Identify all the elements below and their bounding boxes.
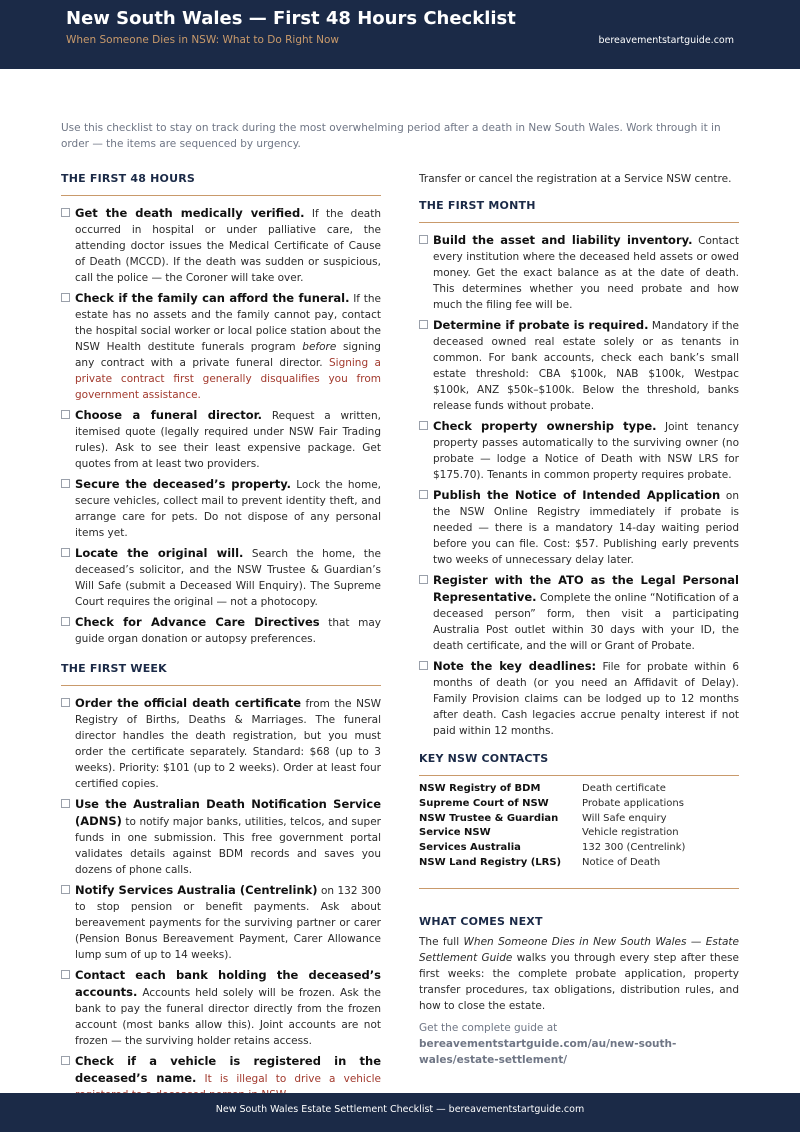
contact-row <box>419 826 739 841</box>
item-text: Request a written, itemised quote (legally required under NSW Fair Trading rules). Ask to see their least expensive package. Get quotes from at least two providers. <box>75 410 382 470</box>
guide-name: When Someone Dies in New South Wales — Estate Settlement Guide <box>419 935 739 964</box>
contact-purpose: Death certificate <box>582 783 666 794</box>
checklist-item[interactable] <box>419 487 739 568</box>
item-text: Accounts held solely will be frozen. Ask the bank to pay the funeral director directly from the frozen account (most banks allow this). Joint accounts are not frozen — the surviving holder retains access. <box>75 987 381 1047</box>
item-lead: Notify Services Australia (Centrelink) <box>75 883 318 897</box>
checkbox[interactable] <box>61 1056 70 1065</box>
next-text-part: walks you through every step after these first weeks: the complete probate application, property transfer procedures, tax obligations, distribution rules, and how to close the estate. <box>419 951 739 1012</box>
page-header <box>0 0 800 69</box>
checkbox[interactable] <box>61 698 70 707</box>
page-title: New South Wales — First 48 Hours Checklist <box>66 8 516 29</box>
contact-purpose: Notice of Death <box>582 856 661 868</box>
section-divider <box>419 222 739 223</box>
item-lead: Publish the Notice of Intended Application <box>433 488 721 502</box>
item-lead: Build the asset and liability inventory. <box>433 233 693 247</box>
checklist-item[interactable] <box>61 290 381 403</box>
contact-name: NSW Registry of BDM <box>419 783 541 794</box>
next-text-part: The full <box>419 935 464 948</box>
contact-row <box>419 856 739 871</box>
item-lead: Note the key deadlines: <box>433 659 597 673</box>
section-title-key-contacts: KEY NSW CONTACTS <box>419 752 549 765</box>
what-comes-next-text <box>419 934 739 1014</box>
item-emphasis: before <box>302 341 337 353</box>
item-text: on 132 300 to stop pension or benefit payments. Ask about bereavement payments for the surviving partner or carer (Pension Bonus Bereavement Payment, Carer Allowance lump sum of up to 14 weeks). <box>75 885 381 961</box>
checklist-item[interactable] <box>61 407 381 472</box>
checkbox[interactable] <box>61 293 70 302</box>
checkbox[interactable] <box>61 548 70 557</box>
page-footer: New South Wales Estate Settlement Checklist — bereavementstartguide.com <box>0 1093 800 1132</box>
checkbox[interactable] <box>61 479 70 488</box>
item-lead: Check if a vehicle is registered in the deceased’s name. <box>75 1054 381 1085</box>
checklist-item[interactable] <box>61 695 381 792</box>
contact-row <box>419 797 739 812</box>
guide-link-lead: Get the complete guide at <box>419 1021 558 1034</box>
item-text: on the NSW Online Registry immediately if probate is needed — there is a mandatory 14-day waiting period before you can file. Cost: $57. Publishing early prevents two weeks of unnecessary delay later. <box>433 490 739 566</box>
section-divider <box>61 685 381 686</box>
checklist-item[interactable] <box>61 796 381 878</box>
checkbox[interactable] <box>61 617 70 626</box>
item-lead: Choose a funeral director. <box>75 408 263 422</box>
contact-name: Services Australia <box>419 842 521 854</box>
checkbox[interactable] <box>419 490 428 499</box>
checkbox[interactable] <box>419 575 428 584</box>
section-title-first-48-hours: THE FIRST 48 HOURS <box>61 172 196 185</box>
checklist-item[interactable] <box>419 658 739 739</box>
contact-row <box>419 782 739 797</box>
checkbox[interactable] <box>419 421 428 430</box>
checkbox[interactable] <box>61 410 70 419</box>
item-lead: Register with the ATO as the Legal Personal Representative. <box>433 573 739 604</box>
contact-name: Service NSW <box>419 827 491 839</box>
contact-purpose: 132 300 (Centrelink) <box>582 842 686 854</box>
checkbox[interactable] <box>61 799 70 808</box>
checklist-item[interactable] <box>419 232 739 313</box>
item-text: to notify major banks, utilities, telcos, and super funds in one submission. This free government portal validates details against BDM records and saves you dozens of phone calls. <box>75 816 381 876</box>
item-text: Search the home, the deceased’s solicitor, and the NSW Trustee & Guardian’s Will Safe (submit a Deceased Will Enquiry). The Supreme Court requires the original — not a photocopy. <box>75 548 381 608</box>
item-lead: Determine if probate is required. <box>433 318 649 332</box>
contact-name: Supreme Court of NSW <box>419 797 549 809</box>
section-title-first-month: THE FIRST MONTH <box>419 199 536 212</box>
checkbox[interactable] <box>61 208 70 217</box>
contact-name: NSW Trustee & Guardian <box>419 812 559 824</box>
section-divider <box>419 888 739 889</box>
item-warning: It is illegal to drive a vehicle <box>204 1073 381 1085</box>
contact-name: NSW Land Registry (LRS) <box>419 856 562 868</box>
item-text: signing any contract with a private funeral director. <box>75 341 381 369</box>
item-text: from the NSW Registry of Births, Deaths & Marriages. The funeral director handles the death registration, but you must order the certificate separately. Standard: $68 (up to 3 weeks). Priority: $101 (up to 2 weeks). Order at least four certified copies. <box>75 698 381 790</box>
header-site-link[interactable]: bereavementstartguide.com <box>598 35 734 46</box>
checklist-item[interactable] <box>61 614 381 647</box>
item-text: that may guide organ donation or autopsy preferences. <box>75 617 382 645</box>
item-text: If the death occurred in hospital or under palliative care, the attending doctor issues the Medical Certificate of Cause of Death (MCCD). If the death was sudden or suspicious, call the police — the Coroner will take over. <box>75 208 381 284</box>
checklist-item[interactable] <box>419 418 739 483</box>
section-title-what-comes-next: WHAT COMES NEXT <box>419 914 543 928</box>
item-lead: Get the death medically verified. <box>75 206 305 220</box>
item-text: Contact every institution where the deceased held assets or owed money. Get the exact balance as at the date of death. This determines whether you need probate and how much the filing fee will be. <box>433 235 739 311</box>
item-continuation <box>419 171 739 187</box>
item-text: Joint tenancy property passes automatically to the surviving owner (no probate — lodge a Notice of Death with NSW LRS for $175.70). Tenants in common property requires probate. <box>433 421 739 481</box>
item-text: Mandatory if the deceased owned real estate solely or as tenants in common. For bank accounts, check each bank’s small estate threshold: CBA $100k, NAB $100k, Westpac $100k, ANZ $50k–$100k. Below the threshold, banks release funds without probate. <box>433 320 739 412</box>
checklist-item[interactable] <box>419 317 739 414</box>
item-lead: Check if the family can afford the funeral. <box>75 291 350 305</box>
item-lead: Check for Advance Care Directives <box>75 615 320 629</box>
checkbox[interactable] <box>419 235 428 244</box>
item-warning: Signing a private contract first generally disqualifies you from government assistance. <box>75 357 381 401</box>
page-subtitle: When Someone Dies in NSW: What to Do Right Now <box>66 34 339 46</box>
section-title-first-week: THE FIRST WEEK <box>61 662 167 675</box>
intro-text: Use this checklist to stay on track during the most overwhelming period after a death in New South Wales. Work through it in order — the items are sequenced by urgency. <box>61 122 721 150</box>
contact-row <box>419 812 739 827</box>
item-lead: Contact each bank holding the deceased’s accounts. <box>75 968 381 999</box>
item-text: Lock the home, secure vehicles, collect mail to prevent identity theft, and arrange care for pets. Do not dispose of any personal items yet. <box>75 479 381 539</box>
checkbox[interactable] <box>61 970 70 979</box>
item-text: If the estate has no assets and the family cannot pay, contact the hospital social worker or local police station about the NSW Health destitute funerals program <box>75 293 381 353</box>
checkbox[interactable] <box>419 661 428 670</box>
item-lead: Secure the deceased’s property. <box>75 477 292 491</box>
section-divider <box>61 195 381 196</box>
contact-row <box>419 841 739 856</box>
item-lead: Locate the original will. <box>75 546 244 560</box>
item-lead: Check property ownership type. <box>433 419 657 433</box>
contact-purpose: Will Safe enquiry <box>582 812 667 824</box>
checklist-item[interactable] <box>61 967 381 1049</box>
checklist-item[interactable] <box>61 882 381 963</box>
item-text: File for probate within 6 months of death (or you need an Affidavit of Delay). Family Provision claims can be lodged up to 12 months after death. Cash legacies accrue penalty interest if not paid within 12 months. <box>433 661 739 737</box>
contact-purpose: Probate applications <box>582 797 684 809</box>
item-text: Transfer or cancel the registration at a Service NSW centre. <box>419 173 732 185</box>
left-column <box>61 171 381 1107</box>
contacts-table <box>419 782 739 871</box>
right-column <box>419 171 739 1068</box>
item-text: Complete the online “Notification of a deceased person” form, then visit a participating Australia Post outlet within 30 days with your ID, the death certificate, and the will or Grant of Probate. <box>433 592 739 652</box>
item-lead: Order the official death certificate <box>75 696 301 710</box>
section-divider <box>419 775 739 776</box>
checklist-item[interactable] <box>61 545 381 610</box>
item-lead: Use the Australian Death Notification Service (ADNS) <box>75 797 381 828</box>
checkbox[interactable] <box>61 885 70 894</box>
checklist-item[interactable] <box>61 205 381 286</box>
checklist-item[interactable] <box>61 476 381 541</box>
guide-link[interactable]: bereavementstartguide.com/au/new-south-wales/estate-settlement/ <box>419 1037 677 1066</box>
contact-purpose: Vehicle registration <box>582 827 679 839</box>
checkbox[interactable] <box>419 320 428 329</box>
checklist-item[interactable] <box>419 572 739 654</box>
